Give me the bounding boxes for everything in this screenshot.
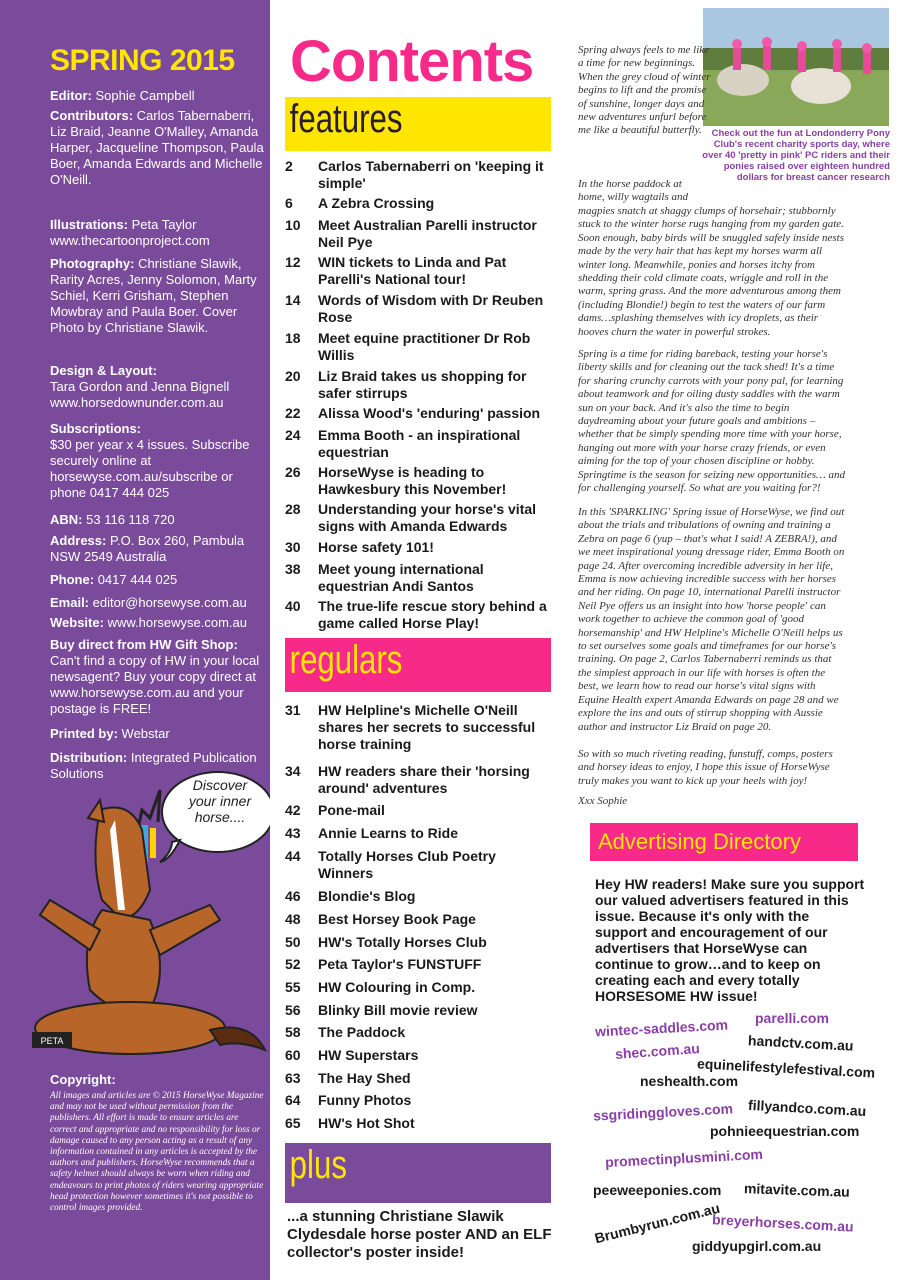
editorial-paragraph-1: Spring always feels to me like a time for new beginnings. When the grey cloud of winter begins to lift and the promise of sunshine, longer days and new adventures unfurl before me like a beautiful butterfly. [578, 44, 711, 137]
abn-info: ABN: 53 116 118 720 [50, 512, 175, 527]
toc-entry-title: Meet Australian Parelli instructor Neil Pye [318, 217, 537, 250]
toc-page-number: 46 [285, 888, 301, 904]
advertising-intro: Hey HW readers! Make sure you support our valued advertisers featured in this issue. Because it's only with the support and encouragement of our advertisers that HorseWyse can continue to grow…and to keep on creating each and every totally HORSESOME HW issue! [595, 876, 865, 1004]
toc-entry-title: Meet young international equestrian Andi Santos [318, 561, 484, 594]
email-link[interactable]: editor@horsewyse.com.au [92, 595, 247, 610]
distribution-info: Distribution: Integrated Publication Solutions [50, 750, 257, 781]
toc-entry-title: HW Helpline's Michelle O'Neill shares her secrets to successful horse training [318, 702, 536, 752]
advertiser-link[interactable]: parelli.com [755, 1010, 829, 1026]
toc-page-number: 43 [285, 825, 301, 841]
advertiser-link[interactable]: pohnieequestrian.com [710, 1123, 860, 1139]
toc-page-number: 18 [285, 330, 301, 346]
pony-club-photo [703, 8, 889, 126]
toc-page-number: 58 [285, 1024, 301, 1040]
plus-description: ...a stunning Christiane Slawik Clydesdale horse poster AND an ELF collector's poster inside! [287, 1208, 552, 1261]
toc-page-number: 63 [285, 1070, 301, 1086]
advertiser-link[interactable]: peeweeponies.com [593, 1182, 722, 1198]
features-heading: features [285, 97, 551, 151]
toc-page-number: 26 [285, 464, 301, 480]
toc-entry-title: Understanding your horse's vital signs with Amanda Edwards [318, 501, 537, 534]
editor-credit: Editor: Sophie Campbell [50, 88, 195, 103]
advertiser-link[interactable]: fillyandco.com.au [747, 1096, 867, 1120]
toc-entry-title: Liz Braid takes us shopping for safer stirrups [318, 368, 527, 401]
toc-entry-title: Words of Wisdom with Dr Reuben Rose [318, 292, 544, 325]
toc-page-number: 44 [285, 848, 301, 864]
toc-entry-title: Best Horsey Book Page [318, 911, 476, 927]
toc-page-number: 48 [285, 911, 301, 927]
toc-entry-title: Blondie's Blog [318, 888, 416, 904]
toc-page-number: 14 [285, 292, 301, 308]
design-credit: Design & Layout: Tara Gordon and Jenna Bignell www.horsedownunder.com.au [50, 363, 230, 410]
advertiser-link[interactable]: neshealth.com [640, 1073, 739, 1089]
editorial-paragraph-4: In this 'SPARKLING' Spring issue of HorseWyse, we find out about the trials and tribulations of owning and training a Zebra on page 6 (yup – that's what I said! A ZEBRA!), and we meet inspirational young dressage rider, Emma Booth on page 24. After overcoming incredible adversity in her life, Emma is now achieving incredible success with her horses and her riding. On page 10, international Parelli instructor Neil Pye offers us an insight into how 'horse people' can work together to achieve the common goal of 'good horsemanship' and HW Helpline's Michelle O'Neill helps us to set ourselves some goals and timeframes for our horse's training. On page 2, Carlos Tabernaberri reminds us that the simplest approach in our life with horses is often the best, we learn how to read our horse's vital signs with Equine Health expert Amanda Edwards on page 28 and we explore the ins and outs of stirrup shopping with Aussie author and instructor Liz Braid on page 20. [578, 506, 845, 733]
phone-info: Phone: 0417 444 025 [50, 572, 178, 587]
toc-entry-title: Totally Horses Club Poetry Winners [318, 848, 496, 881]
plus-heading: plus [285, 1143, 551, 1203]
artist-signature: PETA [40, 1036, 64, 1046]
website-link[interactable]: www.horsewyse.com.au [107, 615, 248, 630]
advertiser-link[interactable]: breyerhorses.com.au [711, 1211, 854, 1235]
toc-page-number: 38 [285, 561, 301, 577]
advertiser-link[interactable]: ssgridinggloves.com [592, 1100, 734, 1124]
toc-page-number: 31 [285, 702, 301, 718]
toc-page-number: 42 [285, 802, 301, 818]
toc-entry-title: Emma Booth - an inspirational equestrian [318, 427, 521, 460]
cartoon-project-link[interactable]: www.thecartoonproject.com [50, 233, 210, 248]
advertiser-link[interactable]: shec.com.au [614, 1040, 701, 1062]
toc-entry-title: Carlos Tabernaberri on 'keeping it simple' [318, 158, 544, 191]
toc-page-number: 2 [285, 158, 293, 174]
printer-info: Printed by: Webstar [50, 726, 170, 741]
toc-page-number: 52 [285, 956, 301, 972]
email-info: Email: editor@horsewyse.com.au [50, 595, 247, 610]
toc-page-number: 6 [285, 195, 293, 211]
meditating-horse-cartoon [10, 770, 272, 1070]
column-divider [270, 0, 276, 1280]
design-link[interactable]: www.horsedownunder.com.au [50, 395, 224, 410]
website-info: Website: www.horsewyse.com.au [50, 615, 248, 630]
advertiser-link[interactable]: mitavite.com.au [743, 1180, 851, 1200]
advertiser-link[interactable]: wintec-saddles.com [594, 1016, 729, 1040]
toc-entry-title: HW Superstars [318, 1047, 419, 1063]
toc-page-number: 40 [285, 598, 301, 614]
regulars-heading: regulars [285, 638, 551, 692]
contents-title: Contents [290, 29, 534, 94]
toc-page-number: 28 [285, 501, 301, 517]
toc-entry-title: HW Colouring in Comp. [318, 979, 476, 995]
toc-entry-title: A Zebra Crossing [318, 195, 435, 211]
gift-shop-info: Buy direct from HW Gift Shop: Can't find a copy of HW in your local newsagent? Buy your copy direct at www.horsewyse.com.au and your postage is FREE! [50, 637, 260, 716]
toc-entry-title: HW's Totally Horses Club [318, 934, 487, 950]
advertiser-link[interactable]: handctv.com.au [747, 1032, 854, 1054]
toc-page-number: 20 [285, 368, 301, 384]
toc-entry-title: HW's Hot Shot [318, 1115, 415, 1131]
toc-entry-title: The true-life rescue story behind a game called Horse Play! [318, 598, 547, 631]
toc-entry-title: Blinky Bill movie review [318, 1002, 478, 1018]
toc-entry-title: Pone-mail [318, 802, 385, 818]
issue-season: SPRING 2015 [50, 44, 235, 77]
toc-entry-title: HorseWyse is heading to Hawkesbury this November! [318, 464, 507, 497]
photo-caption: Check out the fun at Londonderry Pony Club's recent charity sports day, where over 40 'pretty in pink' PC riders and their ponies raised over eighteen hundred dollars for breast cancer research [702, 128, 890, 183]
toc-page-number: 50 [285, 934, 301, 950]
toc-page-number: 56 [285, 1002, 301, 1018]
toc-entry-title: Meet equine practitioner Dr Rob Willis [318, 330, 531, 363]
toc-page-number: 60 [285, 1047, 301, 1063]
toc-page-number: 65 [285, 1115, 301, 1131]
toc-page-number: 12 [285, 254, 301, 270]
toc-entry-title: The Hay Shed [318, 1070, 411, 1086]
photography-credit: Photography: Christiane Slawik, Rarity Acres, Jenny Solomon, Marty Schiel, Kerri Grisham, Stephen Mowbray and Paula Boer. Cover Photo by Christiane Slawik. [50, 256, 257, 335]
toc-entry-title: Peta Taylor's FUNSTUFF [318, 956, 482, 972]
toc-page-number: 34 [285, 763, 301, 779]
editorial-paragraph-2: magpies snatch at shaggy clumps of horsehair; stubbornly stuck to the winter horse rugs hanging from my garden gate. Soon enough, baby birds will be snuggled safely inside nests made by the very hair that has kept my horses warm all winter long. Meanwhile, ponies and horses itchy from shedding their cold climate coats, wriggle and roll in the warm, spring grass. And the more adventurous among them (including Blondie!) begin to test the waters of our farm dams…splashing themselves with icy droplets, as their hooves churn the water in powerful strokes. [578, 205, 845, 338]
toc-page-number: 64 [285, 1092, 301, 1108]
toc-entry-title: WIN tickets to Linda and Pat Parelli's National tour! [318, 254, 507, 287]
advertiser-link[interactable]: promectinplusmini.com [604, 1145, 764, 1171]
illustrations-credit: Illustrations: Peta Taylor www.thecartoonproject.com [50, 217, 210, 248]
editorial-paragraph-5: So with so much riveting reading, funstuff, comps, posters and horsey ideas to enjoy, I hope this issue of HorseWyse truly makes you want to kick up your heels with joy! [578, 748, 833, 787]
advertiser-link[interactable]: equinelifestylefestival.com [696, 1055, 876, 1081]
editorial-paragraph-2-start: In the horse paddock at home, willy wagtails and [578, 178, 688, 204]
editorial-paragraph-3: Spring is a time for riding bareback, testing your horse's liberty skills and for cleaning out the tack shed! It's a time for sharing crunchy carrots with your pony pal, for learning about teamwork and for oiling dusty saddles with the warm sun on your back. And it's also the time to begin daydreaming about your future goals and ambitions – whether that be simply spending more time with your horse, hanging out more with your horse crazy friends, or even aiming for the top of your chosen discipline or hobby. Springtime is the season for seizing new opportunities… and for challenging yourself. So what are you waiting for?! [578, 348, 846, 495]
toc-entry-title: HW readers share their 'horsing around' adventures [318, 763, 530, 796]
editor-signoff: Xxx Sophie [578, 795, 628, 807]
contributors-credit: Contributors: Carlos Tabernaberri, Liz Braid, Jeanne O'Malley, Amanda Harper, Jacqueline Thompson, Paula Boer, Amanda Edwards and Michelle O'Neill. [50, 108, 264, 187]
subscriptions-info: Subscriptions: $30 per year x 4 issues. Subscribe securely online at horsewyse.com.au/subscribe or phone 0417 444 025 [50, 421, 250, 500]
toc-page-number: 24 [285, 427, 301, 443]
address-info: Address: P.O. Box 260, Pambula NSW 2549 Australia [50, 533, 245, 564]
toc-entry-title: Funny Photos [318, 1092, 412, 1108]
toc-entry-title: Annie Learns to Ride [318, 825, 459, 841]
toc-entry-title: Horse safety 101! [318, 539, 434, 555]
toc-entry-title: The Paddock [318, 1024, 406, 1040]
toc-page-number: 22 [285, 405, 301, 421]
bubble-line-1: Discover [192, 777, 248, 793]
toc-page-number: 10 [285, 217, 301, 233]
bubble-line-3: horse.... [194, 809, 246, 825]
advertiser-link[interactable]: Brumbyrun.com.au [592, 1199, 722, 1247]
toc-page-number: 55 [285, 979, 301, 995]
advertising-directory-heading: Advertising Directory [590, 823, 858, 861]
copyright-notice: Copyright: All images and articles are © 2015 HorseWyse Magazine and may not be used without permission from the publishers. All effort is made to ensure articles are correct and appropriate and no responsibility for loss or damage caused to any person acting as a result of any information contained in any articles is accepted by the authors and publishers. HorseWyse recommends that a safety helmet should always be worn when riding and endeavours to print photos of riders wearing appropriate head protection however sometimes it's not possible to control images provided. [50, 1072, 264, 1214]
toc-entry-title: Alissa Wood's 'enduring' passion [318, 405, 541, 421]
toc-page-number: 30 [285, 539, 301, 555]
bubble-line-2: your inner [188, 793, 252, 809]
advertiser-link[interactable]: giddyupgirl.com.au [692, 1238, 822, 1254]
